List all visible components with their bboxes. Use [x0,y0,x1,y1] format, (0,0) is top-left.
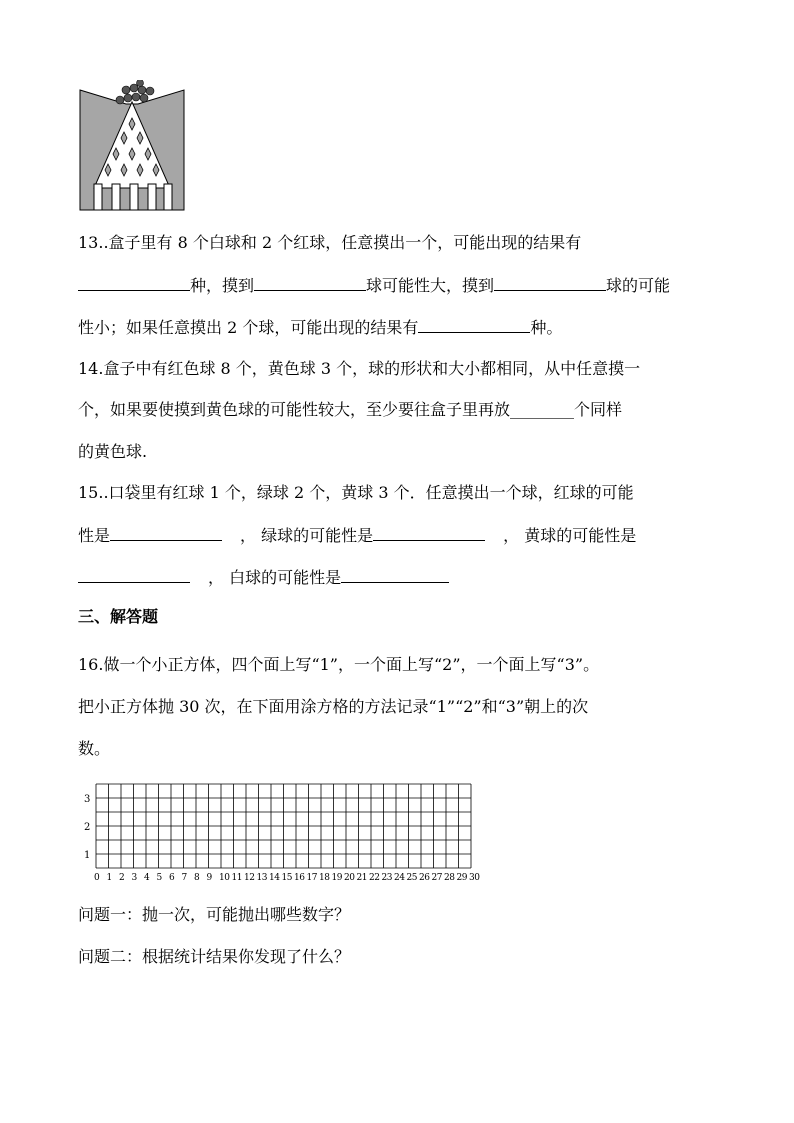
row-label: 2 [84,822,91,833]
column-label: 8 [194,873,200,883]
section-title: 三、解答题 [78,607,159,626]
column-label: 3 [131,873,138,883]
column-label: 13 [256,873,268,883]
column-label: 2 [119,873,125,883]
q15-line2 [78,524,636,547]
answer-blank[interactable] [110,524,222,541]
question-two: 问题二：根据统计结果你发现了什么？ [78,947,351,966]
answer-blank[interactable] [341,566,449,583]
q13-line1: 13..盒子里有 8 个白球和 2 个红球，任意摸出一个，可能出现的结果有 [78,233,582,252]
q16-line2: 把小正方体抛 30 次，在下面用涂方格的方法记录“1”“2”和“3”朝上的次 [78,697,589,716]
column-label: 21 [356,873,368,883]
column-label: 23 [381,873,393,883]
q14-line3: 的黄色球. [78,442,148,461]
column-label: 5 [156,873,163,883]
answer-blank[interactable] [418,316,530,333]
q13-text: 种。 [530,318,563,337]
column-label: 26 [419,873,430,883]
q15-line1: 15..口袋里有红球 1 个，绿球 2 个，黄球 3 个．任意摸出一个球，红球的可能 [78,483,634,502]
column-label: 10 [219,873,230,883]
q16-line1: 16.做一个小正方体，四个面上写“1”，一个面上写“2”，一个面上写“3”。 [78,655,600,674]
answer-blank[interactable] [78,566,190,583]
column-label: 17 [306,873,318,883]
answer-blank[interactable] [254,274,366,291]
q15-line3 [78,566,449,589]
column-label: 14 [269,873,280,883]
column-label: 19 [331,873,343,883]
column-label: 1 [106,873,113,883]
q14-line2: 个，如果要使摸到黄色球的可能性较大，至少要往盒子里再放________个同样 [78,400,623,419]
column-label: 22 [369,873,380,883]
q15-text: ， 白球的可能性是 [208,568,342,587]
row-label: 3 [84,794,91,805]
column-label: 18 [319,873,330,883]
q13-text: 球的可能 [606,276,671,295]
column-label: 12 [244,873,255,883]
row-label: 1 [84,850,91,861]
column-label: 24 [394,873,405,883]
column-label: 9 [206,873,213,883]
column-label: 7 [181,873,188,883]
column-label: 16 [294,873,305,883]
q13-text: 球可能性大，摸到 [366,276,495,295]
column-label: 0 [94,873,100,883]
column-label: 6 [169,873,175,883]
column-label: 4 [144,873,150,883]
column-label: 15 [281,873,293,883]
q13-text: 种，摸到 [190,276,255,295]
tally-grid[interactable] [82,780,492,890]
column-label: 27 [431,873,443,883]
q15-text: ， 黄球的可能性是 [503,526,637,545]
column-label: 29 [456,873,468,883]
column-label: 25 [406,873,418,883]
q13-text: 性小；如果任意摸出 2 个球，可能出现的结果有 [78,318,419,337]
answer-blank[interactable] [494,274,606,291]
question-one: 问题一：抛一次，可能抛出哪些数字？ [78,905,351,924]
answer-blank[interactable] [373,524,485,541]
answer-blank[interactable] [78,274,190,291]
column-label: 20 [344,873,355,883]
q13-line3 [78,316,562,339]
ball-board-figure [78,80,186,212]
q14-line1: 14.盒子中有红色球 8 个，黄色球 3 个，球的形状和大小都相同，从中任意摸一 [78,359,641,378]
column-label: 28 [444,873,455,883]
column-label: 11 [231,873,243,883]
q13-line2 [78,274,670,297]
q15-text: ， 绿球的可能性是 [240,526,374,545]
column-label: 30 [469,873,480,883]
q16-line3: 数。 [78,739,111,758]
q15-text: 性是 [78,526,111,545]
